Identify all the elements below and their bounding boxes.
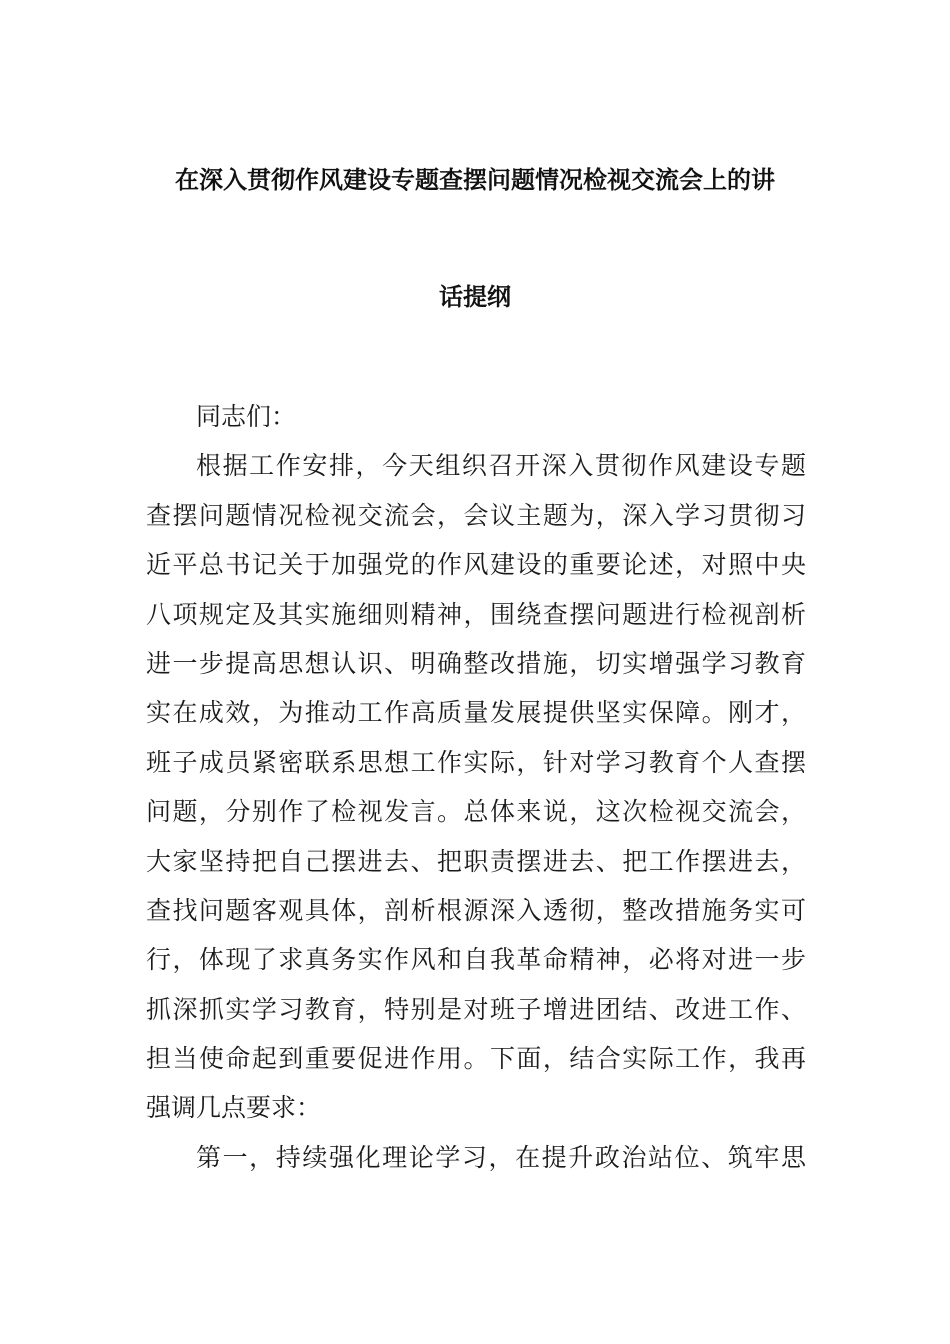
paragraph-1-line: 查摆问题情况检视交流会，会议主题为，深入学习贯彻习 [146, 500, 806, 530]
paragraph-1-line: 强调几点要求： [146, 1093, 322, 1123]
paragraph-2-line: 第一，持续强化理论学习，在提升政治站位、筑牢思 [196, 1142, 806, 1172]
paragraph-1-line: 抓深抓实学习教育，特别是对班子增进团结、改进工作、 [146, 994, 806, 1024]
paragraph-1-line: 实在成效，为推动工作高质量发展提供坚实保障。刚才， [146, 698, 806, 728]
paragraph-1-line: 大家坚持把自己摆进去、把职责摆进去、把工作摆进去， [146, 846, 806, 876]
paragraph-1-line: 行，体现了求真务实作风和自我革命精神，必将对进一步 [146, 945, 806, 975]
paragraph-1-line: 八项规定及其实施细则精神，围绕查摆问题进行检视剖析 [146, 599, 806, 629]
greeting: 同志们： [196, 402, 297, 431]
paragraph-1-line: 担当使命起到重要促进作用。下面，结合实际工作，我再 [146, 1044, 806, 1074]
paragraph-1-line: 问题，分别作了检视发言。总体来说，这次检视交流会， [146, 797, 806, 827]
paragraph-1-line: 根据工作安排，今天组织召开深入贯彻作风建设专题 [196, 451, 806, 481]
document-body [146, 392, 806, 1182]
paragraph-1-line: 查找问题客观具体，剖析根源深入透彻，整改措施务实可 [146, 895, 806, 925]
document-title-line-1: 在深入贯彻作风建设专题查摆问题情况检视交流会上的讲 [175, 166, 775, 194]
paragraph-1-line: 班子成员紧密联系思想工作实际，针对学习教育个人查摆 [146, 747, 806, 777]
paragraph-1-line: 进一步提高思想认识、明确整改措施，切实增强学习教育 [146, 648, 806, 678]
paragraph-1-line: 近平总书记关于加强党的作风建设的重要论述，对照中央 [146, 550, 806, 580]
document-title-line-2: 话提纲 [439, 283, 511, 311]
